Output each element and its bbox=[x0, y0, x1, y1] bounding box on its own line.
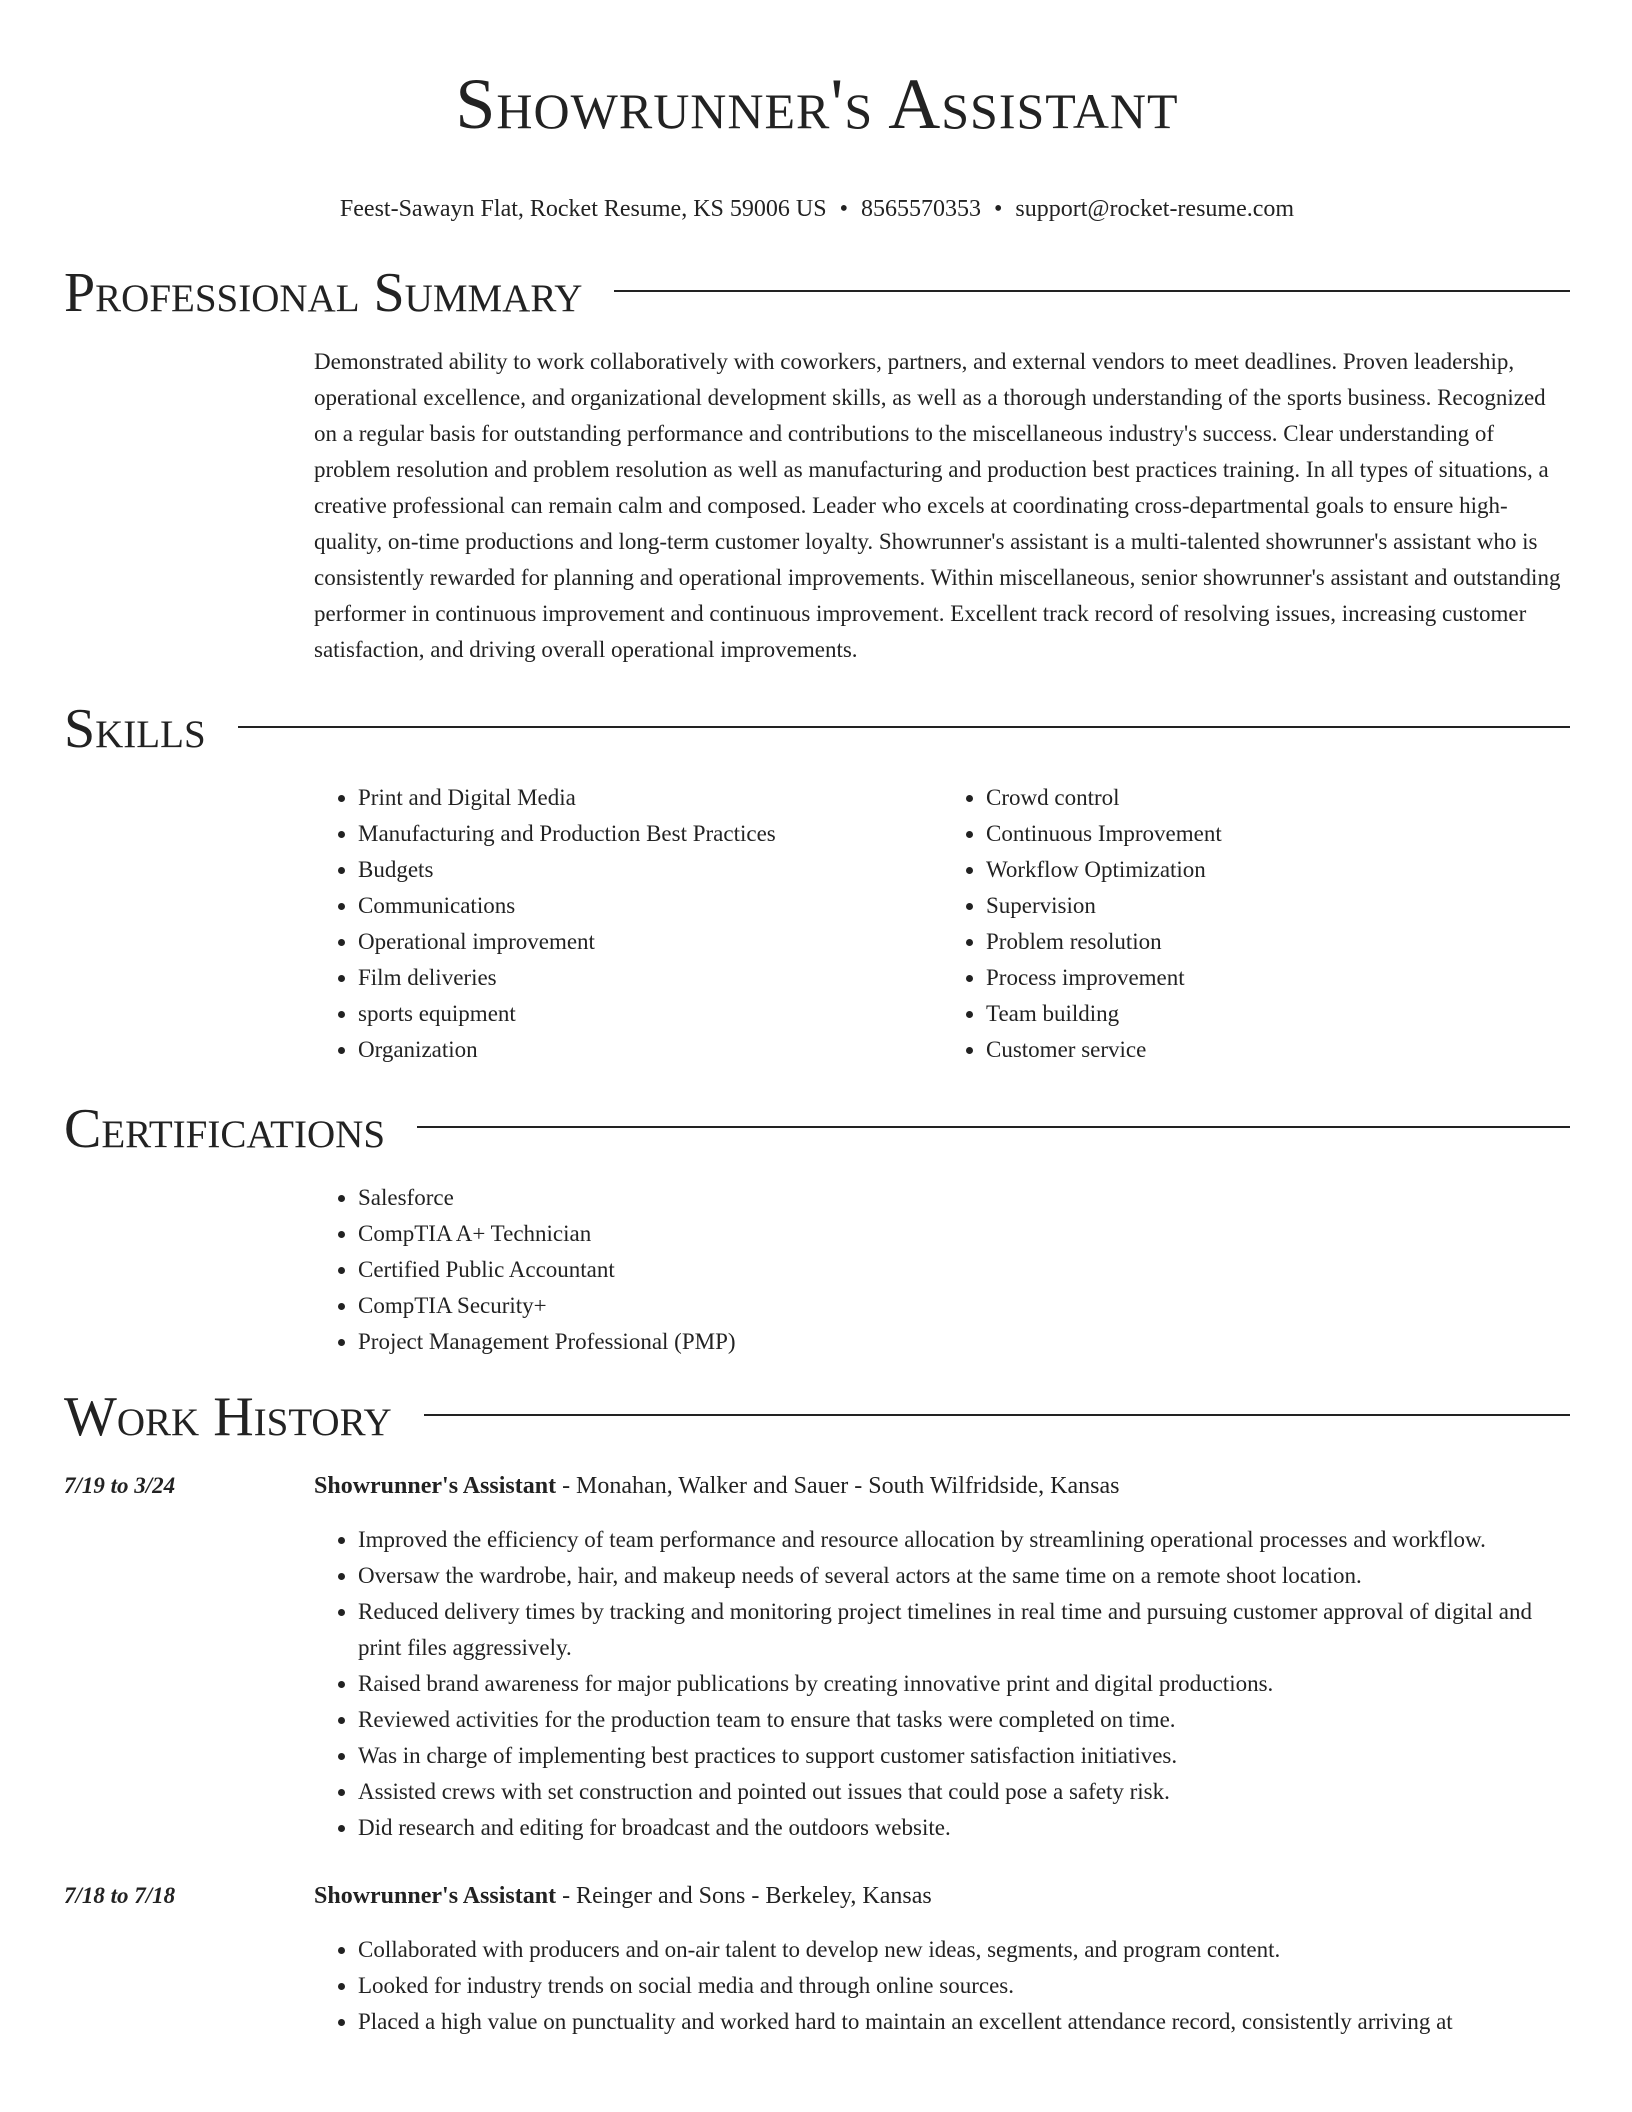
work-heading: Work History bbox=[64, 1386, 392, 1448]
section-divider bbox=[417, 1126, 1570, 1128]
skill-item: • Supervision bbox=[986, 888, 1570, 924]
certification-item: • CompTIA A+ Technician bbox=[358, 1216, 1570, 1252]
certification-item: • Certified Public Accountant bbox=[358, 1252, 1570, 1288]
skills-column-right bbox=[942, 780, 1570, 1068]
certifications-heading: Certifications bbox=[64, 1098, 386, 1160]
job-entry bbox=[64, 1468, 1570, 1846]
job-bullet: • Placed a high value on punctuality and worked hard to maintain an excellent attendance record, consistently arriving at bbox=[358, 2004, 1570, 2040]
certifications-section-header bbox=[64, 1096, 1570, 1162]
skill-item: • Process improvement bbox=[986, 960, 1570, 996]
work-history-list bbox=[64, 1468, 1570, 2040]
summary-heading: Professional Summary bbox=[64, 262, 583, 324]
skill-item: • Print and Digital Media bbox=[358, 780, 942, 816]
job-bullet: • Collaborated with producers and on-air talent to develop new ideas, segments, and program content. bbox=[358, 1932, 1570, 1968]
job-title: Showrunner's Assistant bbox=[314, 1883, 557, 1909]
contact-email: support@rocket-resume.com bbox=[1015, 196, 1295, 222]
section-divider bbox=[238, 726, 1570, 728]
job-bullets bbox=[314, 1932, 1570, 2040]
contact-address: Feest-Sawayn Flat, Rocket Resume, KS 59006 US bbox=[339, 196, 827, 222]
certification-item: • Project Management Professional (PMP) bbox=[358, 1324, 1570, 1360]
skill-item: • Budgets bbox=[358, 852, 942, 888]
certification-item: • CompTIA Security+ bbox=[358, 1288, 1570, 1324]
skills-list bbox=[314, 780, 1570, 1068]
certifications-list bbox=[314, 1180, 1570, 1360]
job-employer: - Monahan, Walker and Sauer - South Wilfridside, Kansas bbox=[556, 1473, 1120, 1499]
section-divider bbox=[424, 1414, 1570, 1416]
section-divider bbox=[614, 290, 1570, 292]
skill-item: • Film deliveries bbox=[358, 960, 942, 996]
skill-item: • Team building bbox=[986, 996, 1570, 1032]
job-bullet: • Reviewed activities for the production team to ensure that tasks were completed on time. bbox=[358, 1702, 1570, 1738]
summary-text: Demonstrated ability to work collaboratively with coworkers, partners, and external vendors to meet deadlines. Proven leadership, operational excellence, and organizational development skills, as well as a thorough understanding of the sports business. Recognized on a regular basis for outstanding performance and contributions to the miscellaneous industry's success. Clear understanding of problem resolution and problem resolution as well as manufacturing and production best practices training. In all types of situations, a creative professional can remain calm and composed. Leader who excels at coordinating cross-departmental goals to ensure high-quality, on-time productions and long-term customer loyalty. Showrunner's assistant is a multi-talented showrunner's assistant who is consistently rewarded for planning and operational improvements. Within miscellaneous, senior showrunner's assistant and outstanding performer in continuous improvement and continuous improvement. Excellent track record of resolving issues, increasing customer satisfaction, and driving overall operational improvements. bbox=[314, 349, 1561, 662]
job-bullet: • Was in charge of implementing best practices to support customer satisfaction initiatives. bbox=[358, 1738, 1570, 1774]
summary-section-header bbox=[64, 260, 1570, 326]
certification-item: • Salesforce bbox=[358, 1180, 1570, 1216]
skills-heading: Skills bbox=[64, 698, 206, 760]
job-title-line bbox=[314, 1468, 1570, 1504]
contact-phone: 8565570353 bbox=[860, 196, 981, 222]
job-dates: 7/19 to 3/24 bbox=[64, 1473, 176, 1498]
job-bullet: • Assisted crews with set construction and pointed out issues that could pose a safety risk. bbox=[358, 1774, 1570, 1810]
job-title-line bbox=[314, 1878, 1570, 1914]
certifications-items bbox=[314, 1180, 1570, 1360]
candidate-name: Showrunner's Assistant bbox=[455, 64, 1179, 144]
job-bullet: • Did research and editing for broadcast and the outdoors website. bbox=[358, 1810, 1570, 1846]
job-entry bbox=[64, 1878, 1570, 2040]
contact-separator: • bbox=[993, 196, 1003, 222]
job-title: Showrunner's Assistant bbox=[314, 1473, 557, 1499]
skills-section-header bbox=[64, 696, 1570, 762]
skill-item: • Customer service bbox=[986, 1032, 1570, 1068]
job-details bbox=[314, 1878, 1570, 2040]
job-bullet: • Looked for industry trends on social media and through online sources. bbox=[358, 1968, 1570, 2004]
work-section-header bbox=[64, 1384, 1570, 1450]
job-employer: - Reinger and Sons - Berkeley, Kansas bbox=[556, 1883, 932, 1909]
skill-item: • sports equipment bbox=[358, 996, 942, 1032]
skill-item: • Communications bbox=[358, 888, 942, 924]
job-details bbox=[314, 1468, 1570, 1846]
skill-item: • Problem resolution bbox=[986, 924, 1570, 960]
job-bullet: • Oversaw the wardrobe, hair, and makeup needs of several actors at the same time on a remote shoot location. bbox=[358, 1558, 1570, 1594]
job-bullet: • Raised brand awareness for major publications by creating innovative print and digital productions. bbox=[358, 1666, 1570, 1702]
skill-item: • Continuous Improvement bbox=[986, 816, 1570, 852]
contact-line bbox=[64, 194, 1570, 224]
job-dates: 7/18 to 7/18 bbox=[64, 1883, 176, 1908]
job-bullet: • Reduced delivery times by tracking and monitoring project timelines in real time and pursuing customer approval of digital and print files aggressively. bbox=[358, 1594, 1570, 1666]
skills-column-left bbox=[314, 780, 942, 1068]
skill-item: • Workflow Optimization bbox=[986, 852, 1570, 888]
skill-item: • Manufacturing and Production Best Practices bbox=[358, 816, 942, 852]
job-bullets bbox=[314, 1522, 1570, 1846]
skill-item: • Operational improvement bbox=[358, 924, 942, 960]
skill-item: • Crowd control bbox=[986, 780, 1570, 816]
job-bullet: • Improved the efficiency of team performance and resource allocation by streamlining operational processes and workflow. bbox=[358, 1522, 1570, 1558]
skill-item: • Organization bbox=[358, 1032, 942, 1068]
contact-separator: • bbox=[839, 196, 848, 222]
